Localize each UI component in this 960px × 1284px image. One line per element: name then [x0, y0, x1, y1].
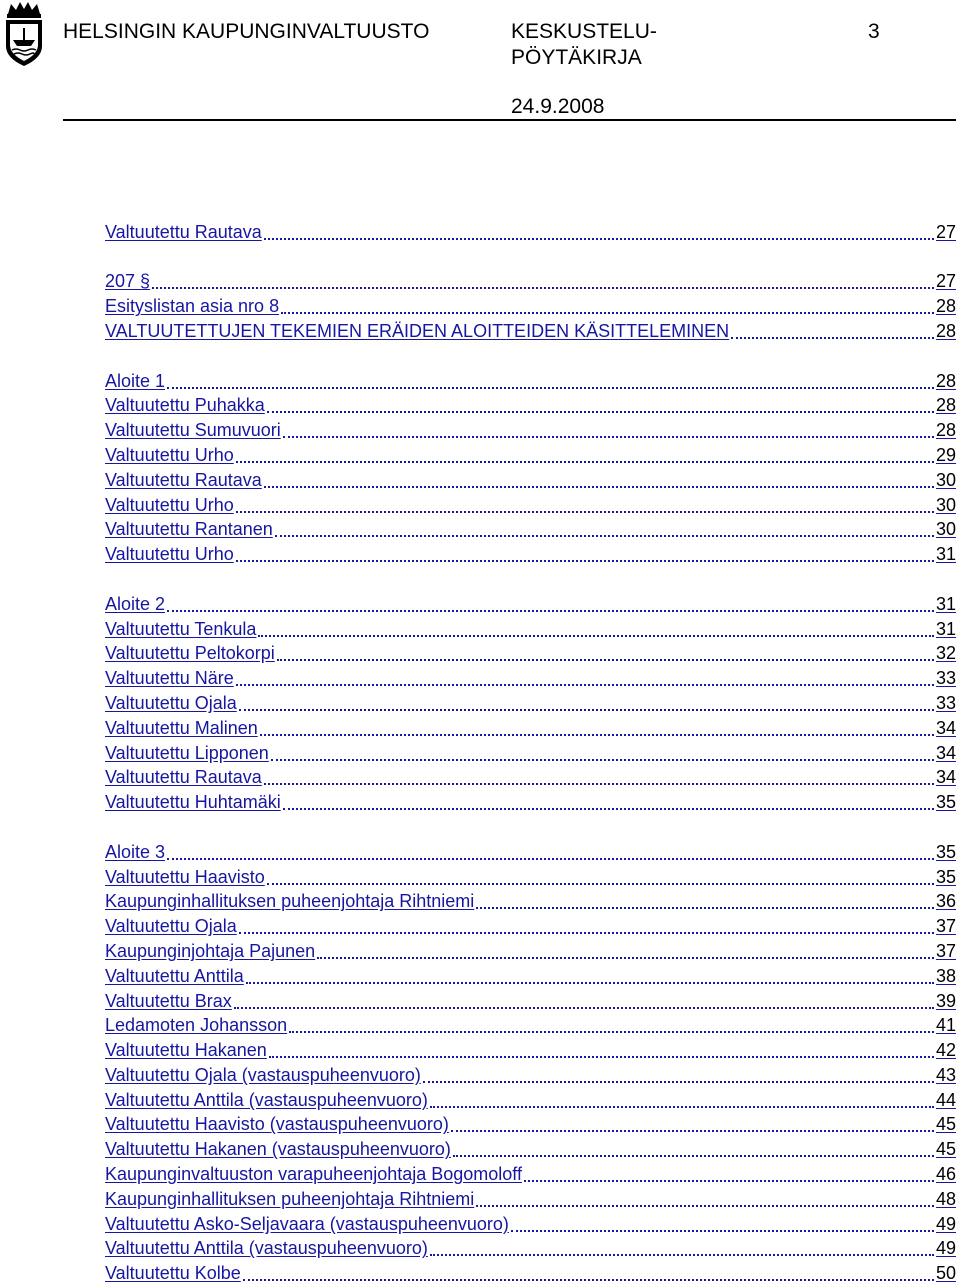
toc-dot-leader — [289, 1031, 934, 1033]
toc-entry-title[interactable]: Valtuutettu Peltokorpi — [105, 643, 275, 664]
toc-entry[interactable] — [105, 416, 956, 441]
toc-dot-leader — [236, 511, 934, 513]
toc-entry[interactable] — [105, 268, 956, 293]
toc-entry-page[interactable]: 38 — [935, 965, 956, 986]
toc-entry-page[interactable]: 28 — [935, 320, 956, 341]
toc-entry-page[interactable]: 33 — [935, 692, 956, 713]
toc-entry-title[interactable]: Kaupunginvaltuuston varapuheenjohtaja Bogomoloff — [105, 1164, 522, 1185]
toc-entry-title[interactable]: Valtuutettu Ojala (vastauspuheenvuoro) — [105, 1064, 421, 1085]
toc-entry-page[interactable]: 28 — [935, 370, 956, 391]
toc-entry-page[interactable]: 49 — [935, 1213, 956, 1234]
toc-entry[interactable] — [105, 664, 956, 689]
toc-entry-title[interactable]: Valtuutettu Tenkula — [105, 618, 257, 639]
toc-entry[interactable] — [105, 491, 956, 516]
toc-dot-leader — [731, 337, 934, 339]
toc-entry[interactable] — [105, 888, 956, 913]
toc-entry-page[interactable]: 28 — [935, 420, 956, 441]
toc-entry-page[interactable]: 36 — [935, 891, 956, 912]
helsinki-crest-icon — [2, 0, 46, 68]
toc-entry-title[interactable]: Esityslistan asia nro 8 — [105, 296, 280, 317]
toc-dot-leader — [283, 808, 934, 810]
toc-entry-page[interactable]: 28 — [935, 296, 956, 317]
toc-entry[interactable] — [105, 1086, 956, 1111]
toc-dot-leader — [451, 1130, 934, 1132]
toc-entry-page[interactable]: 39 — [935, 990, 956, 1011]
toc-dot-leader — [267, 411, 934, 413]
toc-entry-title[interactable]: Aloite 3 — [105, 841, 166, 862]
toc-entry-page[interactable]: 30 — [935, 519, 956, 540]
toc-entry-title[interactable]: Valtuutettu Huhtamäki — [105, 792, 281, 813]
toc-entry[interactable] — [105, 516, 956, 541]
toc-entry-page[interactable]: 49 — [935, 1238, 956, 1259]
toc-dot-leader — [430, 1254, 934, 1256]
toc-entry-title[interactable]: Valtuutettu Haavisto — [105, 866, 265, 887]
toc-dot-leader — [524, 1180, 934, 1182]
toc-entry-title[interactable]: Valtuutettu Malinen — [105, 717, 258, 738]
toc-entry[interactable] — [105, 540, 956, 565]
toc-entry-title[interactable]: Valtuutettu Rautava — [105, 221, 262, 242]
toc-entry-title[interactable]: Valtuutettu Anttila (vastauspuheenvuoro) — [105, 1089, 428, 1110]
toc-entry[interactable] — [105, 764, 956, 789]
toc-dot-leader — [430, 1106, 934, 1108]
toc-entry-page[interactable]: 44 — [935, 1089, 956, 1110]
toc-entry-title[interactable]: Valtuutettu Rautava — [105, 767, 262, 788]
toc-entry[interactable] — [105, 590, 956, 615]
page-number: 3 — [868, 20, 880, 43]
toc-dot-leader — [453, 1155, 934, 1157]
toc-entry-title[interactable]: Aloite 2 — [105, 593, 166, 614]
toc-entry-page[interactable]: 41 — [935, 1015, 956, 1036]
toc-entry[interactable] — [105, 1210, 956, 1235]
toc-dot-leader — [246, 982, 934, 984]
toc-dot-leader — [277, 659, 934, 661]
toc-entry[interactable] — [105, 1235, 956, 1260]
toc-entry-title[interactable]: Valtuutettu Sumuvuori — [105, 420, 281, 441]
toc-entry[interactable] — [105, 739, 956, 764]
toc-entry-title[interactable]: Valtuutettu Asko-Seljavaara (vastauspuheenvuoro) — [105, 1213, 509, 1234]
toc-entry-page[interactable]: 31 — [935, 618, 956, 639]
toc-entry[interactable] — [105, 466, 956, 491]
toc-entry-page[interactable]: 27 — [935, 221, 956, 242]
toc-entry[interactable] — [105, 987, 956, 1012]
toc-entry[interactable] — [105, 689, 956, 714]
toc-entry[interactable] — [105, 615, 956, 640]
toc-entry-page[interactable]: 29 — [935, 444, 956, 465]
toc-entry[interactable] — [105, 937, 956, 962]
toc-entry[interactable] — [105, 441, 956, 466]
toc-entry-title[interactable]: Valtuutettu Rautava — [105, 469, 262, 490]
toc-entry-page[interactable]: 27 — [935, 271, 956, 292]
toc-entry-page[interactable]: 31 — [935, 593, 956, 614]
toc-entry-page[interactable]: 30 — [935, 494, 956, 515]
toc-dot-leader — [317, 957, 934, 959]
toc-dot-leader — [239, 932, 934, 934]
toc-dot-leader — [269, 1056, 934, 1058]
toc-dot-leader — [236, 461, 934, 463]
toc-entry-title[interactable]: Kaupunginhallituksen puheenjohtaja Rihtniemi — [105, 1188, 475, 1209]
toc-dot-leader — [239, 709, 934, 711]
toc-entry-page[interactable]: 45 — [935, 1139, 956, 1160]
toc-entry-title[interactable]: Valtuutettu Lipponen — [105, 742, 269, 763]
toc-entry-title[interactable]: Valtuutettu Puhakka — [105, 395, 265, 416]
toc-entry[interactable] — [105, 640, 956, 665]
toc-entry-page[interactable]: 42 — [935, 1040, 956, 1061]
toc-entry[interactable] — [105, 317, 956, 342]
toc-entry-title[interactable]: Valtuutettu Urho — [105, 494, 234, 515]
toc-entry-title[interactable]: Ledamoten Johansson — [105, 1015, 288, 1036]
toc-dot-leader — [243, 1279, 934, 1281]
toc-dot-leader — [264, 238, 934, 240]
toc-entry-page[interactable]: 37 — [935, 916, 956, 937]
toc-entry-title[interactable]: Valtuutettu Hakanen (vastauspuheenvuoro) — [105, 1139, 451, 1160]
toc-entry-title[interactable]: Valtuutettu Kolbe — [105, 1263, 241, 1284]
toc-entry-page[interactable]: 45 — [935, 1114, 956, 1135]
toc-entry-title[interactable]: Valtuutettu Rantanen — [105, 519, 273, 540]
toc-entry-title[interactable]: Valtuutettu Urho — [105, 444, 234, 465]
document-type-line1: KESKUSTELU- — [511, 20, 657, 43]
toc-dot-leader — [258, 635, 934, 637]
toc-entry-page[interactable]: 33 — [935, 668, 956, 689]
toc-entry-page[interactable]: 43 — [935, 1064, 956, 1085]
toc-dot-leader — [476, 907, 934, 909]
toc-entry-page[interactable]: 32 — [935, 643, 956, 664]
toc-entry-page[interactable]: 37 — [935, 940, 956, 961]
toc-entry-title[interactable]: Valtuutettu Anttila — [105, 965, 244, 986]
toc-entry-page[interactable]: 30 — [935, 469, 956, 490]
toc-entry-title[interactable]: Kaupunginjohtaja Pajunen — [105, 940, 316, 961]
toc-entry[interactable] — [105, 1036, 956, 1061]
toc-entry-page[interactable]: 35 — [935, 866, 956, 887]
toc-dot-leader — [281, 312, 934, 314]
toc-dot-leader — [236, 560, 934, 562]
toc-entry-title[interactable]: Valtuutettu Anttila (vastauspuheenvuoro) — [105, 1238, 428, 1259]
toc-dot-leader — [167, 858, 934, 860]
toc-entry[interactable] — [105, 912, 956, 937]
toc-dot-leader — [260, 734, 934, 736]
toc-dot-leader — [275, 535, 934, 537]
toc-entry[interactable] — [105, 1160, 956, 1185]
toc-entry[interactable] — [105, 367, 956, 392]
toc-entry-title[interactable]: Valtuutettu Haavisto (vastauspuheenvuoro) — [105, 1114, 449, 1135]
toc-entry[interactable] — [105, 1259, 956, 1284]
toc-dot-leader — [271, 759, 934, 761]
toc-entry[interactable] — [105, 962, 956, 987]
header-divider — [63, 119, 956, 121]
toc-entry-page[interactable]: 34 — [935, 742, 956, 763]
toc-entry-title[interactable]: Aloite 1 — [105, 370, 166, 391]
organization-name: HELSINGIN KAUPUNGINVALTUUSTO — [63, 20, 430, 43]
toc-entry-title[interactable]: Valtuutettu Näre — [105, 668, 234, 689]
toc-entry[interactable] — [105, 838, 956, 863]
toc-entry-page[interactable]: 35 — [935, 841, 956, 862]
toc-dot-leader — [234, 1007, 934, 1009]
toc-entry[interactable] — [105, 218, 956, 243]
toc-dot-leader — [264, 486, 934, 488]
toc-entry[interactable] — [105, 714, 956, 739]
toc-dot-leader — [167, 387, 934, 389]
toc-dot-leader — [511, 1230, 934, 1232]
toc-dot-leader — [152, 287, 934, 289]
toc-entry-title[interactable]: Kaupunginhallituksen puheenjohtaja Rihtniemi — [105, 891, 475, 912]
toc-dot-leader — [423, 1081, 934, 1083]
toc-entry-title[interactable]: VALTUUTETTUJEN TEKEMIEN ERÄIDEN ALOITTEIDEN KÄSITTELEMINEN — [105, 320, 730, 341]
toc-entry[interactable] — [105, 863, 956, 888]
toc-dot-leader — [267, 883, 934, 885]
toc-entry[interactable] — [105, 1111, 956, 1136]
toc-entry[interactable] — [105, 1061, 956, 1086]
toc-entry-page[interactable]: 35 — [935, 792, 956, 813]
toc-entry-title[interactable]: Valtuutettu Brax — [105, 990, 232, 1011]
toc-entry[interactable] — [105, 1185, 956, 1210]
toc-entry-title[interactable]: Valtuutettu Ojala — [105, 916, 237, 937]
toc-dot-leader — [476, 1205, 934, 1207]
table-of-contents — [105, 218, 956, 1284]
toc-dot-leader — [236, 684, 934, 686]
toc-entry-title[interactable]: Valtuutettu Hakanen — [105, 1040, 267, 1061]
toc-entry-title[interactable]: 207 § — [105, 271, 151, 292]
toc-dot-leader — [264, 783, 934, 785]
toc-entry-page[interactable]: 34 — [935, 717, 956, 738]
document-type-line2: PÖYTÄKIRJA — [511, 46, 642, 69]
toc-dot-leader — [167, 610, 934, 612]
toc-entry-title[interactable]: Valtuutettu Ojala — [105, 692, 237, 713]
toc-entry-title[interactable]: Valtuutettu Urho — [105, 544, 234, 565]
toc-entry-page[interactable]: 34 — [935, 767, 956, 788]
document-date: 24.9.2008 — [511, 95, 605, 118]
toc-entry-page[interactable]: 50 — [935, 1263, 956, 1284]
toc-entry-page[interactable]: 48 — [935, 1188, 956, 1209]
toc-entry[interactable] — [105, 1135, 956, 1160]
toc-entry-page[interactable]: 28 — [935, 395, 956, 416]
toc-entry-page[interactable]: 46 — [935, 1164, 956, 1185]
toc-dot-leader — [283, 436, 934, 438]
toc-entry[interactable] — [105, 1012, 956, 1037]
toc-entry[interactable] — [105, 292, 956, 317]
toc-entry[interactable] — [105, 788, 956, 813]
toc-entry[interactable] — [105, 392, 956, 417]
toc-entry-page[interactable]: 31 — [935, 544, 956, 565]
